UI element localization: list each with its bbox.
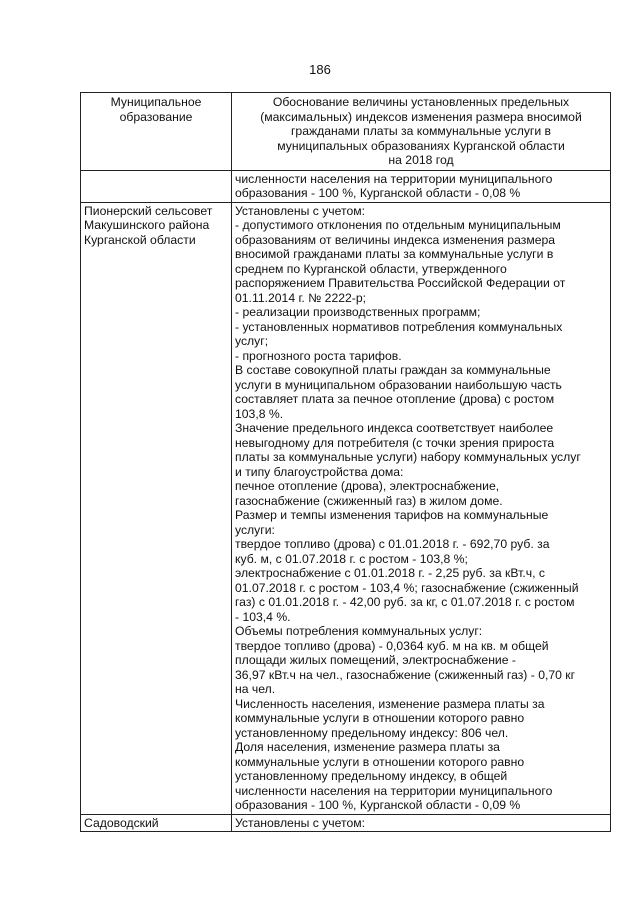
text-line: коммунальные услуги в отношении которого равно — [235, 754, 525, 769]
text-line: Значение предельного индекса соответствует наиболее — [235, 421, 554, 435]
text-line: В составе совокупной платы граждан за коммунальные — [235, 363, 551, 377]
municipality-line: Макушинского района — [84, 218, 210, 232]
text-line: услуги в муниципальном образовании наибольшую часть — [235, 377, 562, 392]
text-line: установленному предельному индексу, в общей — [235, 769, 508, 783]
justification-cell: Установлены с учетом: — [232, 814, 611, 832]
text-line: Объемы потребления коммунальных услуг: — [235, 624, 483, 638]
continuation-row — [81, 170, 611, 202]
text-line: - прогнозного роста тарифов. — [235, 348, 402, 363]
tariff-table — [80, 92, 611, 832]
continuation-municipality — [81, 170, 232, 202]
header-row — [81, 93, 611, 171]
header-col1-line: Муниципальное — [110, 95, 202, 109]
text-line: электроснабжение с 01.01.2018 г. - 2,25 руб. за кВт.ч, с — [235, 566, 545, 580]
header-col2-line: Обоснование величины установленных предельных — [272, 95, 570, 109]
table-row — [81, 814, 611, 832]
text-line: установленному предельному индексу: 806 чел. — [235, 725, 509, 740]
municipality-cell: Садоводский — [81, 814, 232, 832]
text-line: - установленных нормативов потребления коммунальных — [235, 319, 563, 334]
text-line: невыгодному для потребителя (с точки зрения прироста — [235, 435, 555, 450]
text-line: 36,97 кВт.ч на чел., газоснабжение (сжиженный газ) - 0,70 кг — [235, 667, 576, 682]
text-line: численности населения на территории муниципального — [235, 171, 553, 186]
text-line: печное отопление (дрова), электроснабжение, — [235, 479, 500, 493]
text-line: коммунальные услуги в отношении которого равно — [235, 711, 525, 725]
text-line: - 103,4 %. — [235, 609, 291, 624]
text-line: Размер и темпы изменения тарифов на коммунальные — [235, 508, 549, 522]
text-line: вносимой гражданами платы за коммунальные услуги в — [235, 247, 554, 261]
text-line: твердое топливо (дрова) - 0,0364 куб. м на кв. м общей — [235, 638, 549, 653]
justification-cell — [232, 202, 611, 814]
text-line: Установлены с учетом: — [235, 203, 365, 218]
text-line: газоснабжение (сжиженный газ) в жилом доме. — [235, 493, 503, 508]
text-line: численности населения на территории муниципального — [235, 783, 553, 798]
header-municipality — [81, 93, 232, 171]
text-line: и типу благоустройства дома: — [235, 464, 404, 479]
text-line: платы за коммунальные услуги) набору коммунальных услуг — [235, 450, 581, 464]
text-line: Численность населения, изменение размера платы за — [235, 696, 545, 711]
header-col2-line: гражданами платы за коммунальные услуги в — [290, 124, 552, 138]
text-line: образованиям от величины индекса изменения размера — [235, 232, 556, 247]
text-line: составляет плата за печное отопление (дрова) с ростом — [235, 392, 555, 406]
text-line: куб. м, с 01.07.2018 г. с ростом - 103,8 %; — [235, 551, 468, 566]
text-line: распоряжением Правительства Российской Федерации от — [235, 276, 566, 290]
text-line: на чел. — [235, 682, 276, 696]
municipality-line: Пионерский сельсовет — [84, 203, 213, 218]
header-justification — [232, 93, 611, 171]
header-col1-line: образование — [119, 109, 193, 124]
continuation-text — [232, 170, 611, 202]
text-line: 01.07.2018 г. с ростом - 103,4 %; газоснабжение (сжиженный — [235, 580, 579, 595]
page-number: 186 — [309, 62, 331, 77]
municipality-cell — [81, 202, 232, 814]
text-line: среднем по Курганской области, утвержденного — [235, 261, 507, 276]
text-line: образования - 100 %, Курганской области - 0,08 % — [235, 186, 521, 200]
text-line: Доля населения, изменение размера платы за — [235, 740, 500, 754]
text-line: твердое топливо (дрова) с 01.01.2018 г. - 692,70 руб. за — [235, 537, 550, 551]
header-col2-line: на 2018 год — [388, 153, 454, 167]
table-row — [81, 202, 611, 814]
header-col2-line: (максимальных) индексов изменения размера вносимой — [260, 109, 582, 124]
text-line: образования - 100 %, Курганской области - 0,09 % — [235, 798, 521, 812]
text-line: газ) с 01.01.2018 г. - 42,00 руб. за кг, с 01.07.2018 г. с ростом — [235, 595, 575, 609]
header-col2-line: муниципальных образованиях Курганской области — [277, 138, 565, 153]
text-line: площади жилых помещений, электроснабжение - — [235, 653, 516, 667]
text-line: услуги: — [235, 522, 275, 537]
text-line: услуг; — [235, 334, 269, 348]
text-line: - реализации производственных программ; — [235, 305, 481, 319]
text-line: 01.11.2014 г. № 2222-р; — [235, 290, 367, 305]
text-line: 103,8 %. — [235, 406, 284, 421]
municipality-line: Курганской области — [84, 232, 196, 247]
text-line: - допустимого отклонения по отдельным муниципальным — [235, 218, 561, 232]
